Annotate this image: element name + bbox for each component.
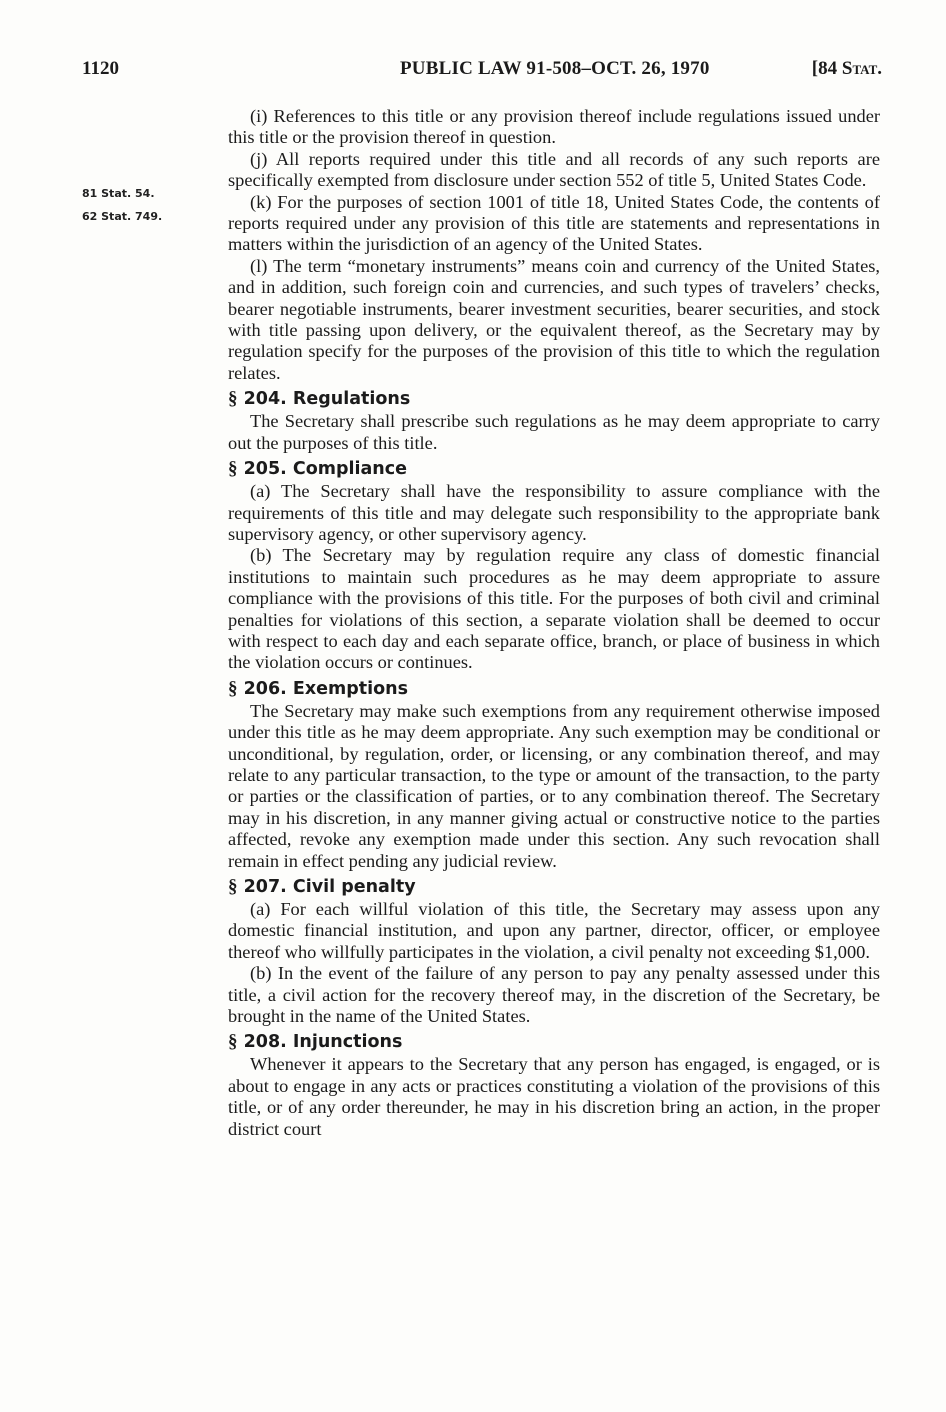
page-number: 1120 xyxy=(82,58,119,79)
paragraph-j: (j) All reports required under this title and all records of any such reports are specifically exempted from disclosure under section 552 of title 5, United States Code. xyxy=(228,148,880,191)
section-symbol: § xyxy=(228,1031,238,1053)
running-title: PUBLIC LAW 91-508–OCT. 26, 1970 xyxy=(400,58,710,79)
volume-reference xyxy=(812,58,882,80)
volume-label: Stat. xyxy=(841,58,882,79)
section-heading-208 xyxy=(228,1031,880,1053)
paragraph-l: (l) The term “monetary instruments” means coin and currency of the United States, and in addition, such foreign coin and currencies, and such types of travelers’ checks, bearer negotiable instruments, bearer investment securities, bearer securities, and stock with title passing upon delivery, or the equivalent thereof, as the Secretary may by regulation specify for the purposes of the provision of this title to which the regulation relates. xyxy=(228,255,880,383)
section-208-paragraph: Whenever it appears to the Secretary that any person has engaged, is engaged, or is about to engage in any acts or practices constituting a violation of the provisions of this title, or of any order thereunder, he may in his discretion bring an action, in the proper district court xyxy=(228,1054,880,1139)
section-symbol: § xyxy=(228,876,238,897)
section-symbol: § xyxy=(228,677,238,699)
section-205-paragraph-b: (b) The Secretary may by regulation require any class of domestic financial institutions to maintain such procedures as he may deem appropriate to assure compliance with the provisions of this title. For the purposes of both civil and criminal penalties for violations of this section, a separate violation shall be deemed to occur with respect to each day and each separate office, branch, or place of business in which the violation occurs or continues. xyxy=(228,545,880,673)
section-title: 205. Compliance xyxy=(237,459,407,480)
page-header xyxy=(82,58,882,88)
section-title: 207. Civil penalty xyxy=(237,877,416,897)
section-title: 206. Exemptions xyxy=(237,678,408,699)
section-207-paragraph-a: (a) For each willful violation of this title, the Secretary may assess upon any domestic financial institution, and upon any partner, director, officer, or employee thereof who willfully participates in the violation, a civil penalty not exceeding $1,000. xyxy=(228,899,880,962)
section-heading-205 xyxy=(228,458,880,480)
margin-note-81-stat: 81 Stat. 54. xyxy=(82,187,155,200)
section-heading-204 xyxy=(228,388,880,410)
section-206-paragraph: The Secretary may make such exemptions from any requirement otherwise imposed under this title as he may deem appropriate. Any such exemption may be conditional or unconditional, by regulation, order, or licensing, or any combination thereof, and may relate to any particular transaction, to the type or amount of the transaction, to the party or parties or the classification of parties, or to any combination thereof. The Secretary may in his discretion, in any manner giving actual or constructive notice to the parties affected, revoke any exemption made under this section. Any such revocation shall remain in effect pending any judicial review. xyxy=(228,700,880,871)
section-heading-206 xyxy=(228,678,880,700)
section-symbol: § xyxy=(228,458,238,480)
section-205-paragraph-a: (a) The Secretary shall have the responsibility to assure compliance with the requirements of this title and may delegate such responsibility to the appropriate bank supervisory agency, or other supervisory agency. xyxy=(228,481,880,544)
volume-open: [84 xyxy=(811,58,842,79)
section-symbol: § xyxy=(228,388,238,410)
margin-note-62-stat: 62 Stat. 749. xyxy=(82,210,163,223)
section-heading-207 xyxy=(228,876,880,898)
section-title: 208. Injunctions xyxy=(237,1032,403,1053)
section-207-paragraph-b: (b) In the event of the failure of any person to pay any penalty assessed under this title, a civil action for the recovery thereof may, in the discretion of the Secretary, be brought in the name of the United States. xyxy=(228,963,880,1027)
section-204-paragraph: The Secretary shall prescribe such regulations as he may deem appropriate to carry out the purposes of this title. xyxy=(228,411,880,453)
paragraph-i: (i) References to this title or any provision thereof include regulations issued under this title or the provision thereof in question. xyxy=(228,106,880,148)
body-text xyxy=(228,106,880,1140)
paragraph-k: (k) For the purposes of section 1001 of title 18, United States Code, the contents of reports required under any provision of this title are statements and representations in matters within the jurisdiction of an agency of the United States. xyxy=(228,191,880,255)
section-title: 204. Regulations xyxy=(237,389,411,410)
